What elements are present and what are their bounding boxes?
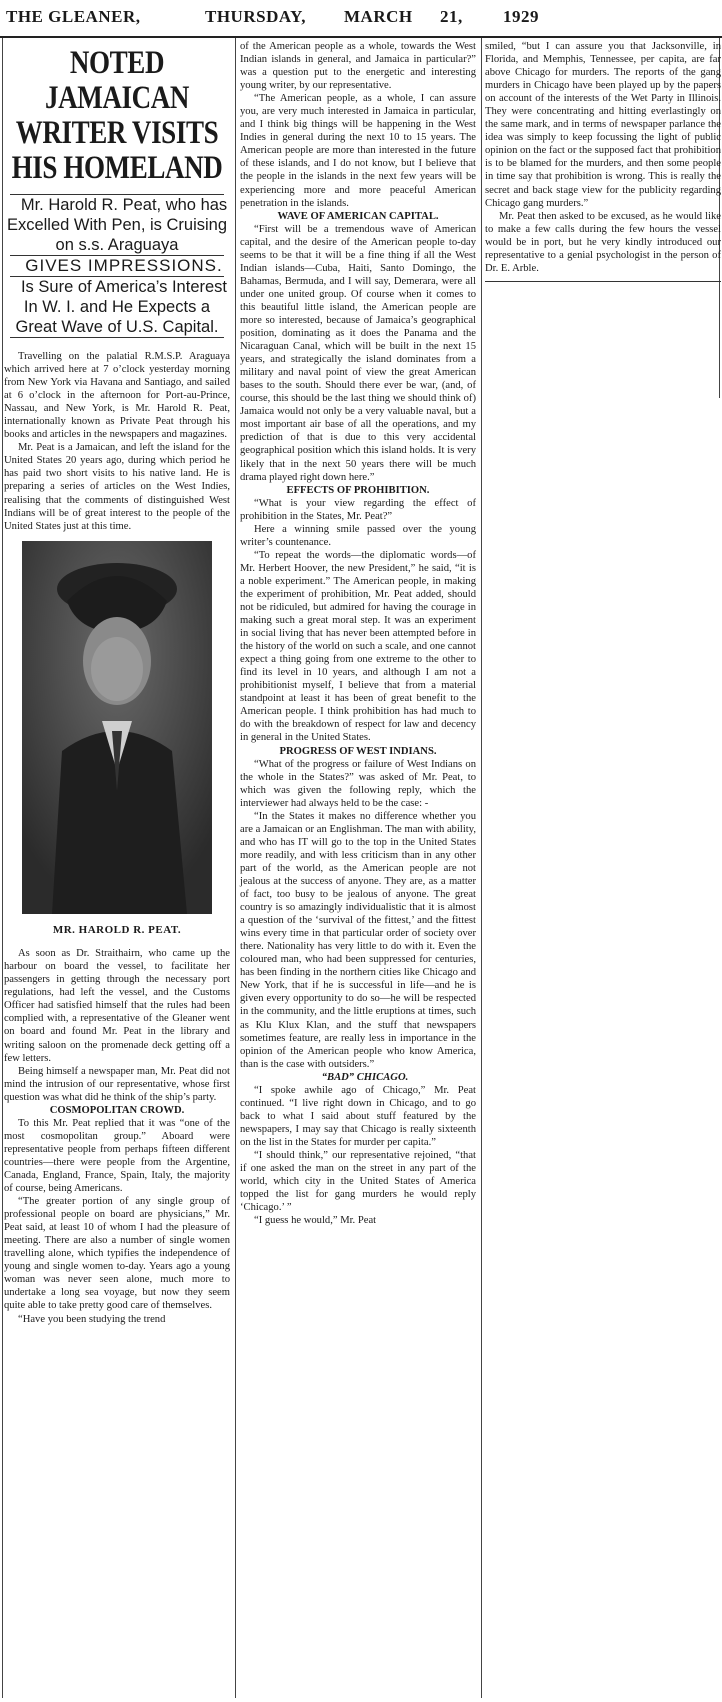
paragraph: “The American people, as a whole, I can assure you, are very much interested in Jamaica in particular, and I think big things will be happening in the West Indies in general during the next 10 to 15 years. The American people are more than interested in the future of these islands, and I do not know, but I believe that the people in the islands in the next few years will be experiencing more and more peaceful American penetration in the islands. <box>240 93 476 209</box>
paragraph: Being himself a newspaper man, Mr. Peat did not mind the intrusion of our representative, whose first question was what did he think of the ship’s party. <box>4 1065 230 1103</box>
article-column-1 <box>4 40 230 1326</box>
paragraph: As soon as Dr. Straithairn, who came up the harbour on board the vessel, to facilitate her passengers in getting through the necessary port regulations, had left the vessel, and the Customs Officer had satisfied himself that the rules had been complied with, a representative of the Gleaner went on board and found Mr. Peat in the library and writing saloon on the promenade deck getting off a few letters. <box>4 948 230 1064</box>
paragraph: of the American people as a whole, towards the West Indian islands in general, and Jamaica in particular?” was a question put to the energetic and interesting young writer, by our representative. <box>240 41 476 92</box>
portrait-photo-image <box>22 541 212 914</box>
paragraph: “Have you been studying the trend <box>18 1313 166 1325</box>
section-subhead: EFFECTS OF PROHIBITION. <box>286 484 430 496</box>
section-subhead: “BAD” CHICAGO. <box>321 1071 409 1083</box>
headline-line: HIS HOMELAND <box>11 150 223 186</box>
paragraph: “I spoke awhile ago of Chicago,” Mr. Peat continued. “I live right down in Chicago, and to go back to what I said about stuff featured by the newspapers, I may say that Chicago is really sixteenth on the list in the States for murder per capita.” <box>240 1084 476 1148</box>
issue-year: 1929 <box>503 7 539 26</box>
paragraph: smiled, “but I can assure you that Jacksonville, in Florida, and Memphis, Tennessee, per capita, are far above Chicago for murders. The reports of the gang murders in Chicago have been played up by the papers on account of the interests of the Wet Party in Illinois. They were concentrating and hitting everlastingly on the same mark, and in terms of newspaper parlance the idea was simply to keep focussing the light of public opinion on the fact or the supposed fact that prohibition is to be blamed for the murders, and then some people in time say that prohibition is wrong. This is really the secret and back stage view for the publicity regarding Chicago gang murders.” <box>485 41 721 209</box>
headline-line: WRITER VISITS <box>15 115 219 151</box>
paragraph: “I guess he would,” Mr. Peat <box>254 1215 377 1227</box>
article-column-3 <box>485 40 721 282</box>
issue-date: 21, <box>440 7 463 26</box>
section-subhead: COSMOPOLITAN CROWD. <box>49 1104 185 1116</box>
headline-line: NOTED JAMAICAN <box>44 45 190 116</box>
article-column-2 <box>240 40 476 1227</box>
column-rule <box>235 38 236 1698</box>
paragraph: Mr. Peat then asked to be excused, as he would like to make a few calls during the few hours the vessel would be in port, but he very kindly introduced our representative to a genial psychologist in the person of Dr. E. Arble. <box>485 210 721 274</box>
section-subhead: PROGRESS OF WEST INDIANS. <box>279 745 437 757</box>
issue-month: MARCH <box>344 7 413 26</box>
paragraph: “First will be a tremendous wave of American capital, and the desire of the American people to-day seems to be that it will be a fine thing if all the West Indian islands—Cuba, Haiti, Santo Domingo, the Bahamas, Bermuda, and I will say, Demerara, were all under one united group. Of course when it comes to this beautiful little island, the American people are more so interested, because of Jamaica’s geographical position, dominating as it does the Panama and the Nicaraguan Canal, which will be built in the next 15 years, and strategically the island dominates from a military and naval point of view the great American bases to the south. Should there ever be war, (and, of course, this should be the last thing we should think of) Jamaica would not only be a very valuable naval, but a most important air base of all the operations, and my prediction of that is due to this very accidental geographical position which this island holds. It is very likely that in the next 50 years there will be much drama played right down here.” <box>240 223 476 483</box>
column-rule <box>481 38 482 1698</box>
paragraph: “What is your view regarding the effect of prohibition in the States, Mr. Peat?” <box>240 497 476 522</box>
paragraph: Here a winning smile passed over the young writer’s countenance. <box>240 523 476 548</box>
portrait-photo <box>22 541 212 914</box>
paragraph: “The greater portion of any single group of professional people on board are physicians,” Mr. Peat said, at least 10 of whom I had the pleasure of meeting. There are also a number of single women travelling alone, which typifies the independence of young and single women to-day. Years ago a young woman was never seen alone, much more to undertake a long sea voyage, but now they seem quite able to take pretty good care of themselves. <box>4 1196 230 1312</box>
paragraph: “I should think,” our representative rejoined, “that if one asked the man on the street in any part of the world, which city in the United States of America topped the list for gang murders he would reply ‘Chicago.’ ” <box>240 1149 476 1214</box>
deck-subheadline: Mr. Harold R. Peat, who has Excelled With Pen, is Cruising on s.s. Araguaya <box>6 196 228 254</box>
paragraph: Travelling on the palatial R.M.S.P. Araguaya which arrived here at 7 o’clock yesterday morning from New York via Havana and Santiago, and sailed at 6 o’clock in the afternoon for Port-au-Prince, Nassau, and New York, is Mr. Harold R. Peat, internationally known as Private Peat through his books and articles in the newspapers and magazines. <box>4 351 230 441</box>
deck-subheadline: GIVES IMPRESSIONS. <box>25 256 223 275</box>
divider <box>10 337 224 338</box>
article-end-rule <box>485 281 721 282</box>
section-subhead: WAVE OF AMERICAN CAPITAL. <box>277 210 439 222</box>
paragraph: To this Mr. Peat replied that it was “one of the most cosmopolitan group.” Aboard were representative people from perhaps fifteen different countries—there were people from the Argentine, Canada, England, France, Spain, Italy, the majority of course, being Americans. <box>4 1117 230 1195</box>
column-rule <box>2 38 3 1698</box>
photo-caption: MR. HAROLD R. PEAT. <box>52 923 182 936</box>
headline <box>8 46 226 186</box>
deck-subheadline: Is Sure of America’s Interest In W. I. and He Expects a Great Wave of U.S. Capital. <box>15 278 228 336</box>
masthead <box>0 0 722 38</box>
paragraph: Mr. Peat is a Jamaican, and left the island for the United States 20 years ago, during which period he has paid two short visits to his native land. He is preparing a series of articles on the West Indies, realising that the comments of distinguished West Indians will be of great interest to the people of the United States just at this time. <box>4 442 230 532</box>
paragraph: “In the States it makes no difference whether you are a Jamaican or an Englishman. The man with ability, and who has IT will go to the top in the United States more readily, and with less criticism than in any other part of the world, as the American people are not jealous at the success of anyone. They are, as a matter of fact, too busy to be jealous of anyone. The great country is so amazingly individualistic that it is almost a question of the ‘survival of the fittest,’ and the fittest wins every time in that particular order of society over there. Nationality has very little to do with it. Even the coloured man, who had been suppressed for centuries, has been finding in the northern cities like Chicago and New York, that if he is successful in life—and he is given every opportunity to do so—he will be respected in the community, and the little eruptions at times, such as Klu Klux Klan, and the stuff that newspapers sometimes feature, are really less in importance in the opinion of the American people who know America, than is the case with outsiders.” <box>240 810 476 1070</box>
paragraph: “To repeat the words—the diplomatic words—of Mr. Herbert Hoover, the new President,” he said, “it is a noble experiment.” The American people, in making the experiment of prohibition, Mr. Peat added, should not be ridiculed, but admired for having the courage in making such a great moral step. It was an experiment in social living that has never been attempted before in the history of the world on such a scale, and one cannot expect a thing going from one extreme to the other to find its level in 10 years, and although I am not a prohibitionist myself, I believe that from a material standpoint at least it has been of great benefit to the American people. I think prohibition has had much to do with the breakdown of respect for law and decency in general in the United States. <box>240 549 476 744</box>
issue-day: THURSDAY, <box>205 7 307 26</box>
paragraph: “What of the progress or failure of West Indians on the whole in the States?” was asked of Mr. Peat, to which was given the following reply, which the interviewer had always held to be the case: - <box>240 758 476 809</box>
paper-name: THE GLEANER, <box>6 7 141 26</box>
